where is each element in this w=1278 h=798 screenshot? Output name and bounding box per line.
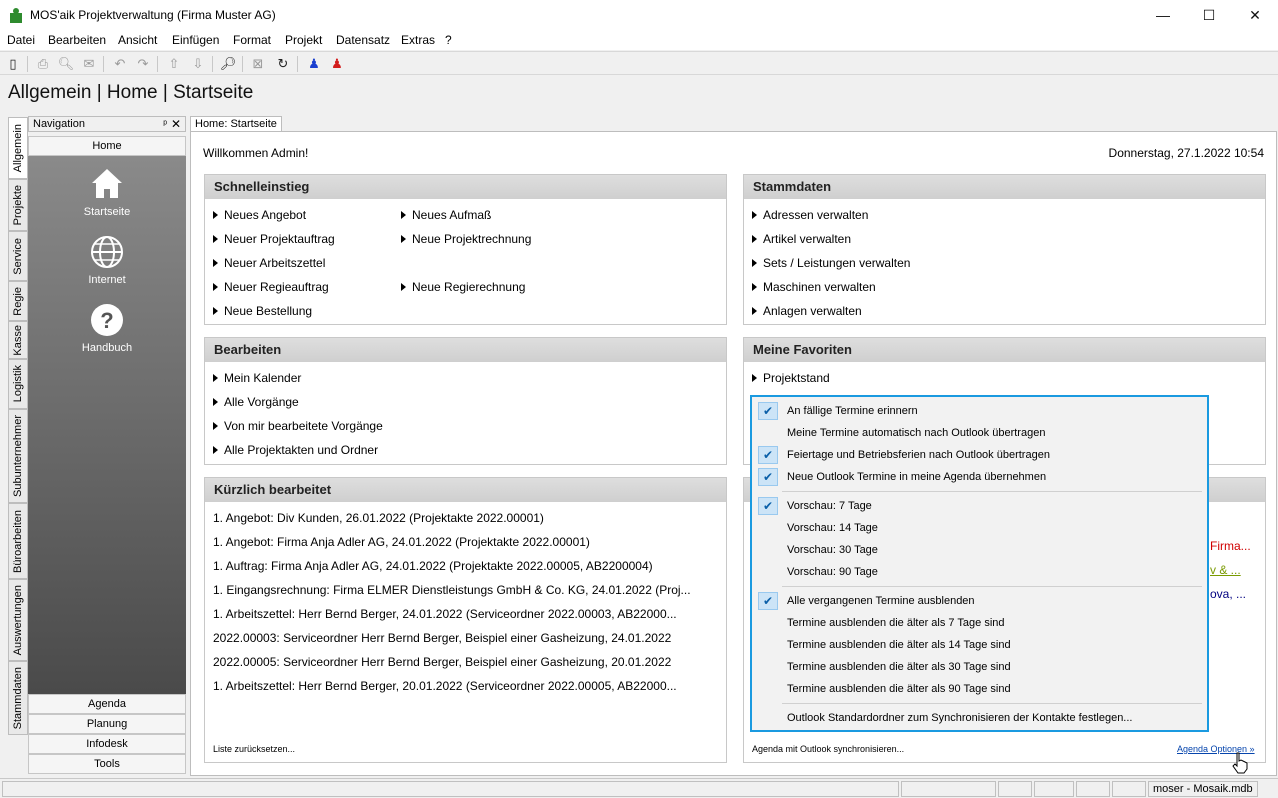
menu-ansicht[interactable]: Ansicht [118, 33, 158, 47]
arrow-right-icon [401, 235, 406, 243]
page-heading: Allgemein | Home | Startseite [8, 82, 254, 103]
link-neues-angebot[interactable]: Neues Angebot [213, 208, 306, 222]
vtab-allgemein[interactable]: Allgemein [8, 117, 28, 179]
arrow-up-icon[interactable]: ⇧ [168, 56, 180, 71]
arrow-right-icon [213, 259, 218, 267]
menu-bearbeiten[interactable]: Bearbeiten [48, 33, 107, 47]
link-adressen-verwalten[interactable]: Adressen verwalten [752, 208, 868, 222]
panel-title: Kürzlich bearbeitet [205, 478, 726, 502]
menu-help[interactable]: ? [445, 33, 452, 47]
menu-item-vergangene-ausblenden[interactable]: ✔ Alle vergangenen Termine ausblenden [752, 590, 1207, 612]
navigation-header [28, 116, 186, 132]
recent-item[interactable]: 1. Arbeitszettel: Herr Bernd Berger, 20.01.2022 (Serviceordner 2022.00005, AB22000... [213, 679, 677, 693]
refresh-icon[interactable]: ↻ [277, 56, 289, 71]
link-neue-projektrechnung[interactable]: Neue Projektrechnung [401, 232, 531, 246]
link-alle-projektakten[interactable]: Alle Projektakten und Ordner [213, 443, 378, 457]
menu-item-faellige-termine-erinnern[interactable]: ✔ An fällige Termine erinnern [752, 400, 1207, 422]
close-button[interactable]: ✕ [1249, 6, 1261, 23]
nav-section-planung[interactable]: Planung [28, 714, 186, 734]
toolbar-separator [242, 56, 243, 72]
agenda-entry[interactable]: v & ... [1210, 563, 1241, 577]
menu-separator [782, 703, 1202, 704]
minimize-button[interactable]: — [1156, 7, 1170, 23]
status-cell [1076, 781, 1110, 797]
menu-item-ausblenden-90[interactable]: Termine ausblenden die älter als 90 Tage sind [787, 683, 1011, 695]
recent-item[interactable]: 1. Arbeitszettel: Herr Bernd Berger, 24.01.2022 (Serviceordner 2022.00003, AB22000... [213, 607, 677, 621]
menu-datensatz[interactable]: Datensatz [336, 33, 391, 47]
user-login-icon[interactable]: ♟ [308, 56, 320, 71]
vtab-service[interactable]: Service [8, 231, 28, 281]
navigation-panel [28, 116, 186, 776]
panel-bearbeiten [204, 337, 727, 465]
vtab-kasse[interactable]: Kasse [8, 321, 28, 359]
checkmark-icon: ✔ [758, 592, 778, 610]
status-cell [998, 781, 1032, 797]
checkmark-icon: ✔ [758, 497, 778, 515]
window-title: MOS'aik Projektverwaltung (Firma Muster AG) [30, 8, 276, 22]
navigation-title: Navigation [33, 118, 85, 130]
arrow-right-icon [752, 283, 757, 291]
toolbar-separator [103, 56, 104, 72]
arrow-right-icon [752, 259, 757, 267]
recent-item[interactable]: 1. Angebot: Div Kunden, 26.01.2022 (Projektakte 2022.00001) [213, 511, 544, 525]
mail-icon[interactable]: ✉ [83, 56, 95, 71]
menu-item-ausblenden-7[interactable]: Termine ausblenden die älter als 7 Tage sind [787, 617, 1005, 629]
checkmark-icon: ✔ [758, 468, 778, 486]
app-icon [8, 7, 24, 23]
link-mein-kalender[interactable]: Mein Kalender [213, 371, 301, 385]
menu-item-outlook-termine-uebernehmen[interactable]: ✔ Neue Outlook Termine in meine Agenda übernehmen [752, 466, 1207, 488]
toolbar-separator [297, 56, 298, 72]
status-bar [0, 778, 1278, 798]
toolbar-separator [27, 56, 28, 72]
title-bar [0, 0, 1278, 30]
menu-item-termine-outlook-uebertragen[interactable]: Meine Termine automatisch nach Outlook übertragen [787, 427, 1046, 439]
arrow-right-icon [213, 211, 218, 219]
vtab-bueroarbeiten[interactable]: Büroarbeiten [8, 503, 28, 579]
navigation-body [28, 156, 186, 694]
menu-item-vorschau-90[interactable]: Vorschau: 90 Tage [787, 566, 878, 578]
link-neuer-regieauftrag[interactable]: Neuer Regieauftrag [213, 280, 329, 294]
menu-item-feiertage-outlook[interactable]: ✔ Feiertage und Betriebsferien nach Outlook übertragen [752, 444, 1207, 466]
nav-section-home[interactable]: Home [28, 136, 186, 156]
arrow-right-icon [213, 283, 218, 291]
link-alle-vorgaenge[interactable]: Alle Vorgänge [213, 395, 299, 409]
nav-entry-handbuch[interactable]: ? Handbuch [28, 302, 186, 354]
new-document-icon[interactable]: ▯ [9, 56, 17, 71]
vtab-stammdaten[interactable]: Stammdaten [8, 661, 28, 735]
status-cell [1034, 781, 1074, 797]
user-logout-icon[interactable]: ♟ [331, 56, 343, 71]
menu-einfuegen[interactable]: Einfügen [172, 33, 220, 47]
arrow-right-icon [213, 307, 218, 315]
link-sets-leistungen-verwalten[interactable]: Sets / Leistungen verwalten [752, 256, 910, 270]
vtab-auswertungen[interactable]: Auswertungen [8, 579, 28, 661]
menu-extras[interactable]: Extras [401, 33, 436, 47]
link-von-mir-bearbeitete-vorgaenge[interactable]: Von mir bearbeitete Vorgänge [213, 419, 383, 433]
agenda-options-link[interactable]: Agenda Optionen » [1177, 744, 1255, 754]
menu-format[interactable]: Format [233, 33, 272, 47]
arrow-right-icon [213, 235, 218, 243]
arrow-right-icon [213, 446, 218, 454]
agenda-entry[interactable]: ova, ... [1210, 587, 1247, 601]
svg-text:?: ? [100, 308, 114, 333]
agenda-entry[interactable]: Firma... [1210, 539, 1251, 553]
checkmark-icon: ✔ [758, 402, 778, 420]
status-cell [1112, 781, 1146, 797]
recent-item[interactable]: 1. Angebot: Firma Anja Adler AG, 24.01.2022 (Projektakte 2022.00001) [213, 535, 590, 549]
panel-title: Meine Favoriten [744, 338, 1265, 362]
link-neues-aufmass[interactable]: Neues Aufmaß [401, 208, 491, 222]
arrow-right-icon [213, 422, 218, 430]
menu-item-vorschau-30[interactable]: Vorschau: 30 Tage [787, 544, 878, 556]
nav-section-tools[interactable]: Tools [28, 754, 186, 774]
vertical-tab-strip [8, 117, 28, 735]
arrow-down-icon[interactable]: ⇩ [192, 56, 204, 71]
recent-item[interactable]: 1. Auftrag: Firma Anja Adler AG, 24.01.2022 (Projektakte 2022.00005, AB2200004) [213, 559, 653, 573]
vtab-subunternehmer[interactable]: Subunternehmer [8, 409, 28, 503]
agenda-sync-link[interactable]: Agenda mit Outlook synchronisieren... [752, 744, 905, 754]
delete-icon[interactable]: ⊠ [252, 56, 264, 71]
panel-stammdaten [743, 174, 1266, 325]
agenda-options-menu [750, 395, 1209, 732]
link-neue-regierechnung[interactable]: Neue Regierechnung [401, 280, 525, 294]
reset-list-link[interactable]: Liste zurücksetzen... [213, 744, 296, 754]
menu-item-vorschau-14[interactable]: Vorschau: 14 Tage [787, 522, 878, 534]
menu-item-ausblenden-14[interactable]: Termine ausblenden die älter als 14 Tage sind [787, 639, 1011, 651]
menu-item-vorschau-7[interactable]: ✔ Vorschau: 7 Tage [752, 495, 1207, 517]
home-icon [89, 166, 125, 202]
undo-icon[interactable]: ↶ [114, 56, 126, 71]
toolbar-separator [212, 56, 213, 72]
status-cell [2, 781, 899, 797]
arrow-right-icon [752, 235, 757, 243]
status-database: moser - Mosaik.mdb [1148, 781, 1258, 797]
welcome-text: Willkommen Admin! [203, 146, 309, 160]
print-icon[interactable]: ⎙ [37, 56, 49, 71]
link-maschinen-verwalten[interactable]: Maschinen verwalten [752, 280, 876, 294]
arrow-right-icon [752, 211, 757, 219]
toolbar-separator [157, 56, 158, 72]
arrow-right-icon [401, 211, 406, 219]
status-cell [901, 781, 996, 797]
print-preview-icon[interactable]: 🔍︎ [57, 56, 75, 71]
vtab-logistik[interactable]: Logistik [8, 359, 28, 409]
menu-bar [0, 30, 1278, 50]
nav-section-agenda[interactable]: Agenda [28, 694, 186, 714]
link-neue-bestellung[interactable]: Neue Bestellung [213, 304, 312, 318]
link-neuer-projektauftrag[interactable]: Neuer Projektauftrag [213, 232, 335, 246]
menu-item-ausblenden-30[interactable]: Termine ausblenden die älter als 30 Tage sind [787, 661, 1011, 673]
menu-datei[interactable]: Datei [7, 33, 36, 47]
maximize-button[interactable]: ☐ [1202, 6, 1216, 23]
close-icon[interactable]: ✕ [170, 117, 181, 131]
arrow-right-icon [401, 283, 406, 291]
nav-section-infodesk[interactable]: Infodesk [28, 734, 186, 754]
panel-title: Stammdaten [744, 175, 1265, 199]
toolbar [0, 51, 1278, 75]
nav-entry-internet[interactable]: Internet [28, 234, 186, 286]
nav-entry-startseite[interactable]: Startseite [28, 166, 186, 218]
pin-icon[interactable]: ᵖ [163, 119, 167, 130]
arrow-right-icon [213, 398, 218, 406]
tab-home-startseite[interactable]: Home: Startseite [190, 116, 282, 132]
globe-icon [89, 234, 125, 270]
checkmark-icon: ✔ [758, 446, 778, 464]
hand-cursor-icon [1232, 752, 1248, 774]
menu-projekt[interactable]: Projekt [285, 33, 323, 47]
arrow-right-icon [752, 307, 757, 315]
redo-icon[interactable]: ↷ [137, 56, 149, 71]
link-neuer-arbeitszettel[interactable]: Neuer Arbeitszettel [213, 256, 325, 270]
panel-kuerzlich-bearbeitet [204, 477, 727, 763]
datetime-text: Donnerstag, 27.1.2022 10:54 [1108, 146, 1264, 160]
menu-item-outlook-standardordner[interactable]: Outlook Standardordner zum Synchronisieren der Kontakte festlegen... [787, 712, 1133, 724]
arrow-right-icon [752, 374, 757, 382]
menu-separator [782, 586, 1202, 587]
panel-schnelleinstieg [204, 174, 727, 325]
link-anlagen-verwalten[interactable]: Anlagen verwalten [752, 304, 862, 318]
search-document-icon[interactable]: 🔎︎ [219, 56, 237, 71]
link-artikel-verwalten[interactable]: Artikel verwalten [752, 232, 851, 246]
recent-item[interactable]: 2022.00003: Serviceordner Herr Bernd Berger, Beispiel einer Gasheizung, 24.01.2022 [213, 631, 672, 645]
arrow-right-icon [213, 374, 218, 382]
panel-title: Bearbeiten [205, 338, 726, 362]
menu-separator [782, 491, 1202, 492]
help-icon [89, 302, 125, 338]
panel-title: Schnelleinstieg [205, 175, 726, 199]
recent-item[interactable]: 2022.00005: Serviceordner Herr Bernd Berger, Beispiel einer Gasheizung, 20.01.2022 [213, 655, 672, 669]
recent-item[interactable]: 1. Eingangsrechnung: Firma ELMER Dienstleistungs GmbH & Co. KG, 24.01.2022 (Proj... [213, 583, 691, 597]
link-projektstand[interactable]: Projektstand [752, 371, 830, 385]
vtab-regie[interactable]: Regie [8, 281, 28, 321]
vtab-projekte[interactable]: Projekte [8, 179, 28, 231]
